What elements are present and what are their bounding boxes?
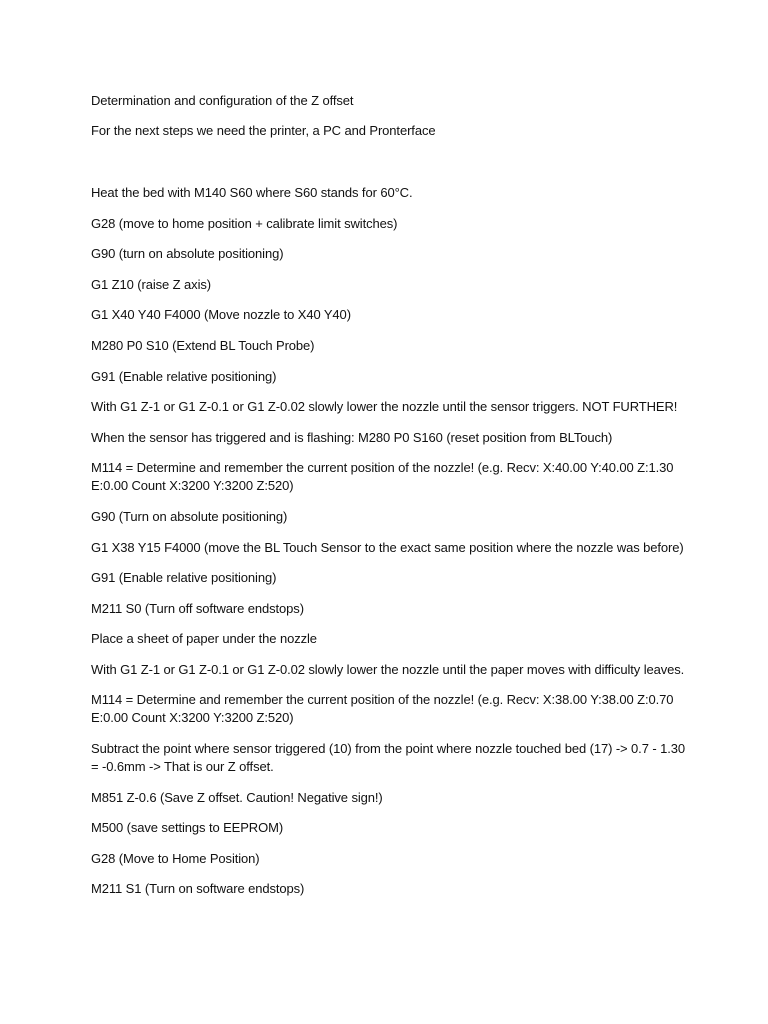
step-paragraph: M211 S0 (Turn off software endstops) bbox=[91, 600, 304, 616]
intro-paragraph: For the next steps we need the printer, a PC and Pronterface bbox=[91, 123, 436, 139]
step-paragraph: M114 = Determine and remember the current position of the nozzle! (e.g. Recv: X:38.00 Y:38.00 Z:0.70 E:0.00 Count X:3200 Y:3200 Z:520) bbox=[91, 692, 674, 726]
step-paragraph: G91 (Enable relative positioning) bbox=[91, 570, 277, 586]
step-paragraph: Heat the bed with M140 S60 where S60 stands for 60°C. bbox=[91, 184, 413, 200]
step-paragraph: When the sensor has triggered and is flashing: M280 P0 S160 (reset position from BLTouch) bbox=[91, 429, 613, 445]
step-paragraph: G90 (turn on absolute positioning) bbox=[91, 246, 284, 262]
document-body bbox=[91, 92, 691, 911]
step-paragraph: G1 X38 Y15 F4000 (move the BL Touch Sensor to the exact same position where the nozzle was before) bbox=[91, 539, 684, 555]
step-paragraph: G1 Z10 (raise Z axis) bbox=[91, 276, 211, 292]
step-paragraph: G90 (Turn on absolute positioning) bbox=[91, 508, 288, 524]
step-paragraph: With G1 Z-1 or G1 Z-0.1 or G1 Z-0.02 slowly lower the nozzle until the sensor triggers. NOT FURTHER! bbox=[91, 399, 678, 415]
document-title: Determination and configuration of the Z offset bbox=[91, 93, 354, 108]
step-paragraph: G28 (move to home position + calibrate limit switches) bbox=[91, 215, 398, 231]
step-paragraph: G1 X40 Y40 F4000 (Move nozzle to X40 Y40) bbox=[91, 307, 351, 323]
step-paragraph: M114 = Determine and remember the current position of the nozzle! (e.g. Recv: X:40.00 Y:40.00 Z:1.30 E:0.00 Count X:3200 Y:3200 Z:520) bbox=[91, 460, 674, 494]
steps-list bbox=[91, 184, 691, 898]
step-paragraph: Subtract the point where sensor triggered (10) from the point where nozzle touched bed (17) -> 0.7 - 1.30 = -0.6mm -> That is our Z offset. bbox=[91, 741, 685, 775]
step-paragraph: M851 Z-0.6 (Save Z offset. Caution! Negative sign!) bbox=[91, 789, 383, 805]
step-paragraph: With G1 Z-1 or G1 Z-0.1 or G1 Z-0.02 slowly lower the nozzle until the paper moves with difficulty leaves. bbox=[91, 661, 685, 677]
step-paragraph: Place a sheet of paper under the nozzle bbox=[91, 631, 317, 647]
step-paragraph: G91 (Enable relative positioning) bbox=[91, 368, 277, 384]
step-paragraph: M500 (save settings to EEPROM) bbox=[91, 820, 284, 836]
blank-line bbox=[91, 153, 691, 184]
step-paragraph: M280 P0 S10 (Extend BL Touch Probe) bbox=[91, 337, 315, 353]
step-paragraph: G28 (Move to Home Position) bbox=[91, 850, 260, 866]
step-paragraph: M211 S1 (Turn on software endstops) bbox=[91, 881, 305, 897]
